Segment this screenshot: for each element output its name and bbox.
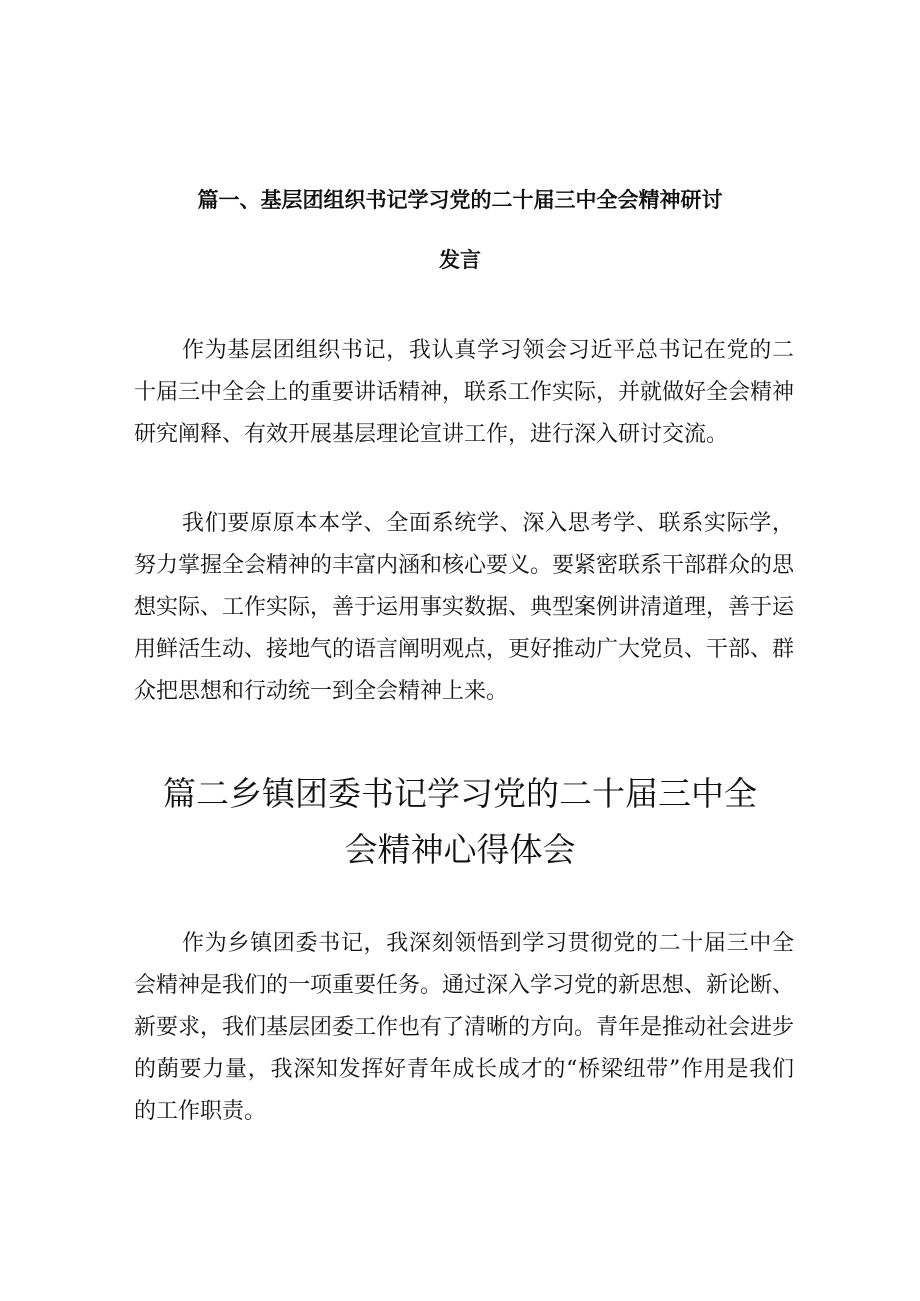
section2-title-line1: 篇二乡镇团委书记学习党的二十届三中全	[163, 774, 757, 813]
section1-title-line2: 发言	[439, 248, 481, 272]
section1-title-line1: 篇一、基层团组织书记学习党的二十届三中全会精神研讨	[197, 188, 723, 212]
section1-paragraph-1: 作为基层团组织书记，我认真学习领会习近平总书记在党的二十届三中全会上的重要讲话精神，联系工作实际，并就做好全会精神研究阐释、有效开展基层理论宣讲工作，进行深入研讨交流。	[134, 338, 795, 447]
section1-title	[120, 170, 800, 290]
section2-paragraph-1: 作为乡镇团委书记，我深刻领悟到学习贯彻党的二十届三中全会精神是我们的一项重要任务。通过深入学习党的新思想、新论断、新要求，我们基层团委工作也有了清晰的方向。青年是推动社会进步的蓢要力量，我深知发挥好青年成长成才的“桥梁纽带”作用是我们的工作职责。	[134, 931, 795, 1124]
section2-title-line2: 会精神心得体会	[344, 830, 576, 869]
section2-title	[110, 766, 810, 878]
section1-paragraph-2: 我们要原原本本学、全面系统学、深入思考学、联系实际学，努力掌握全会精神的丰富内涵和核心要义。要紧密联系干部群众的思想实际、工作实际，善于运用事实数据、典型案例讲清道理，善于运用鲜活生动、接地气的语言阐明观点，更好推动广大党员、干部、群众把思想和行动统一到全会精神上来。	[134, 511, 795, 704]
